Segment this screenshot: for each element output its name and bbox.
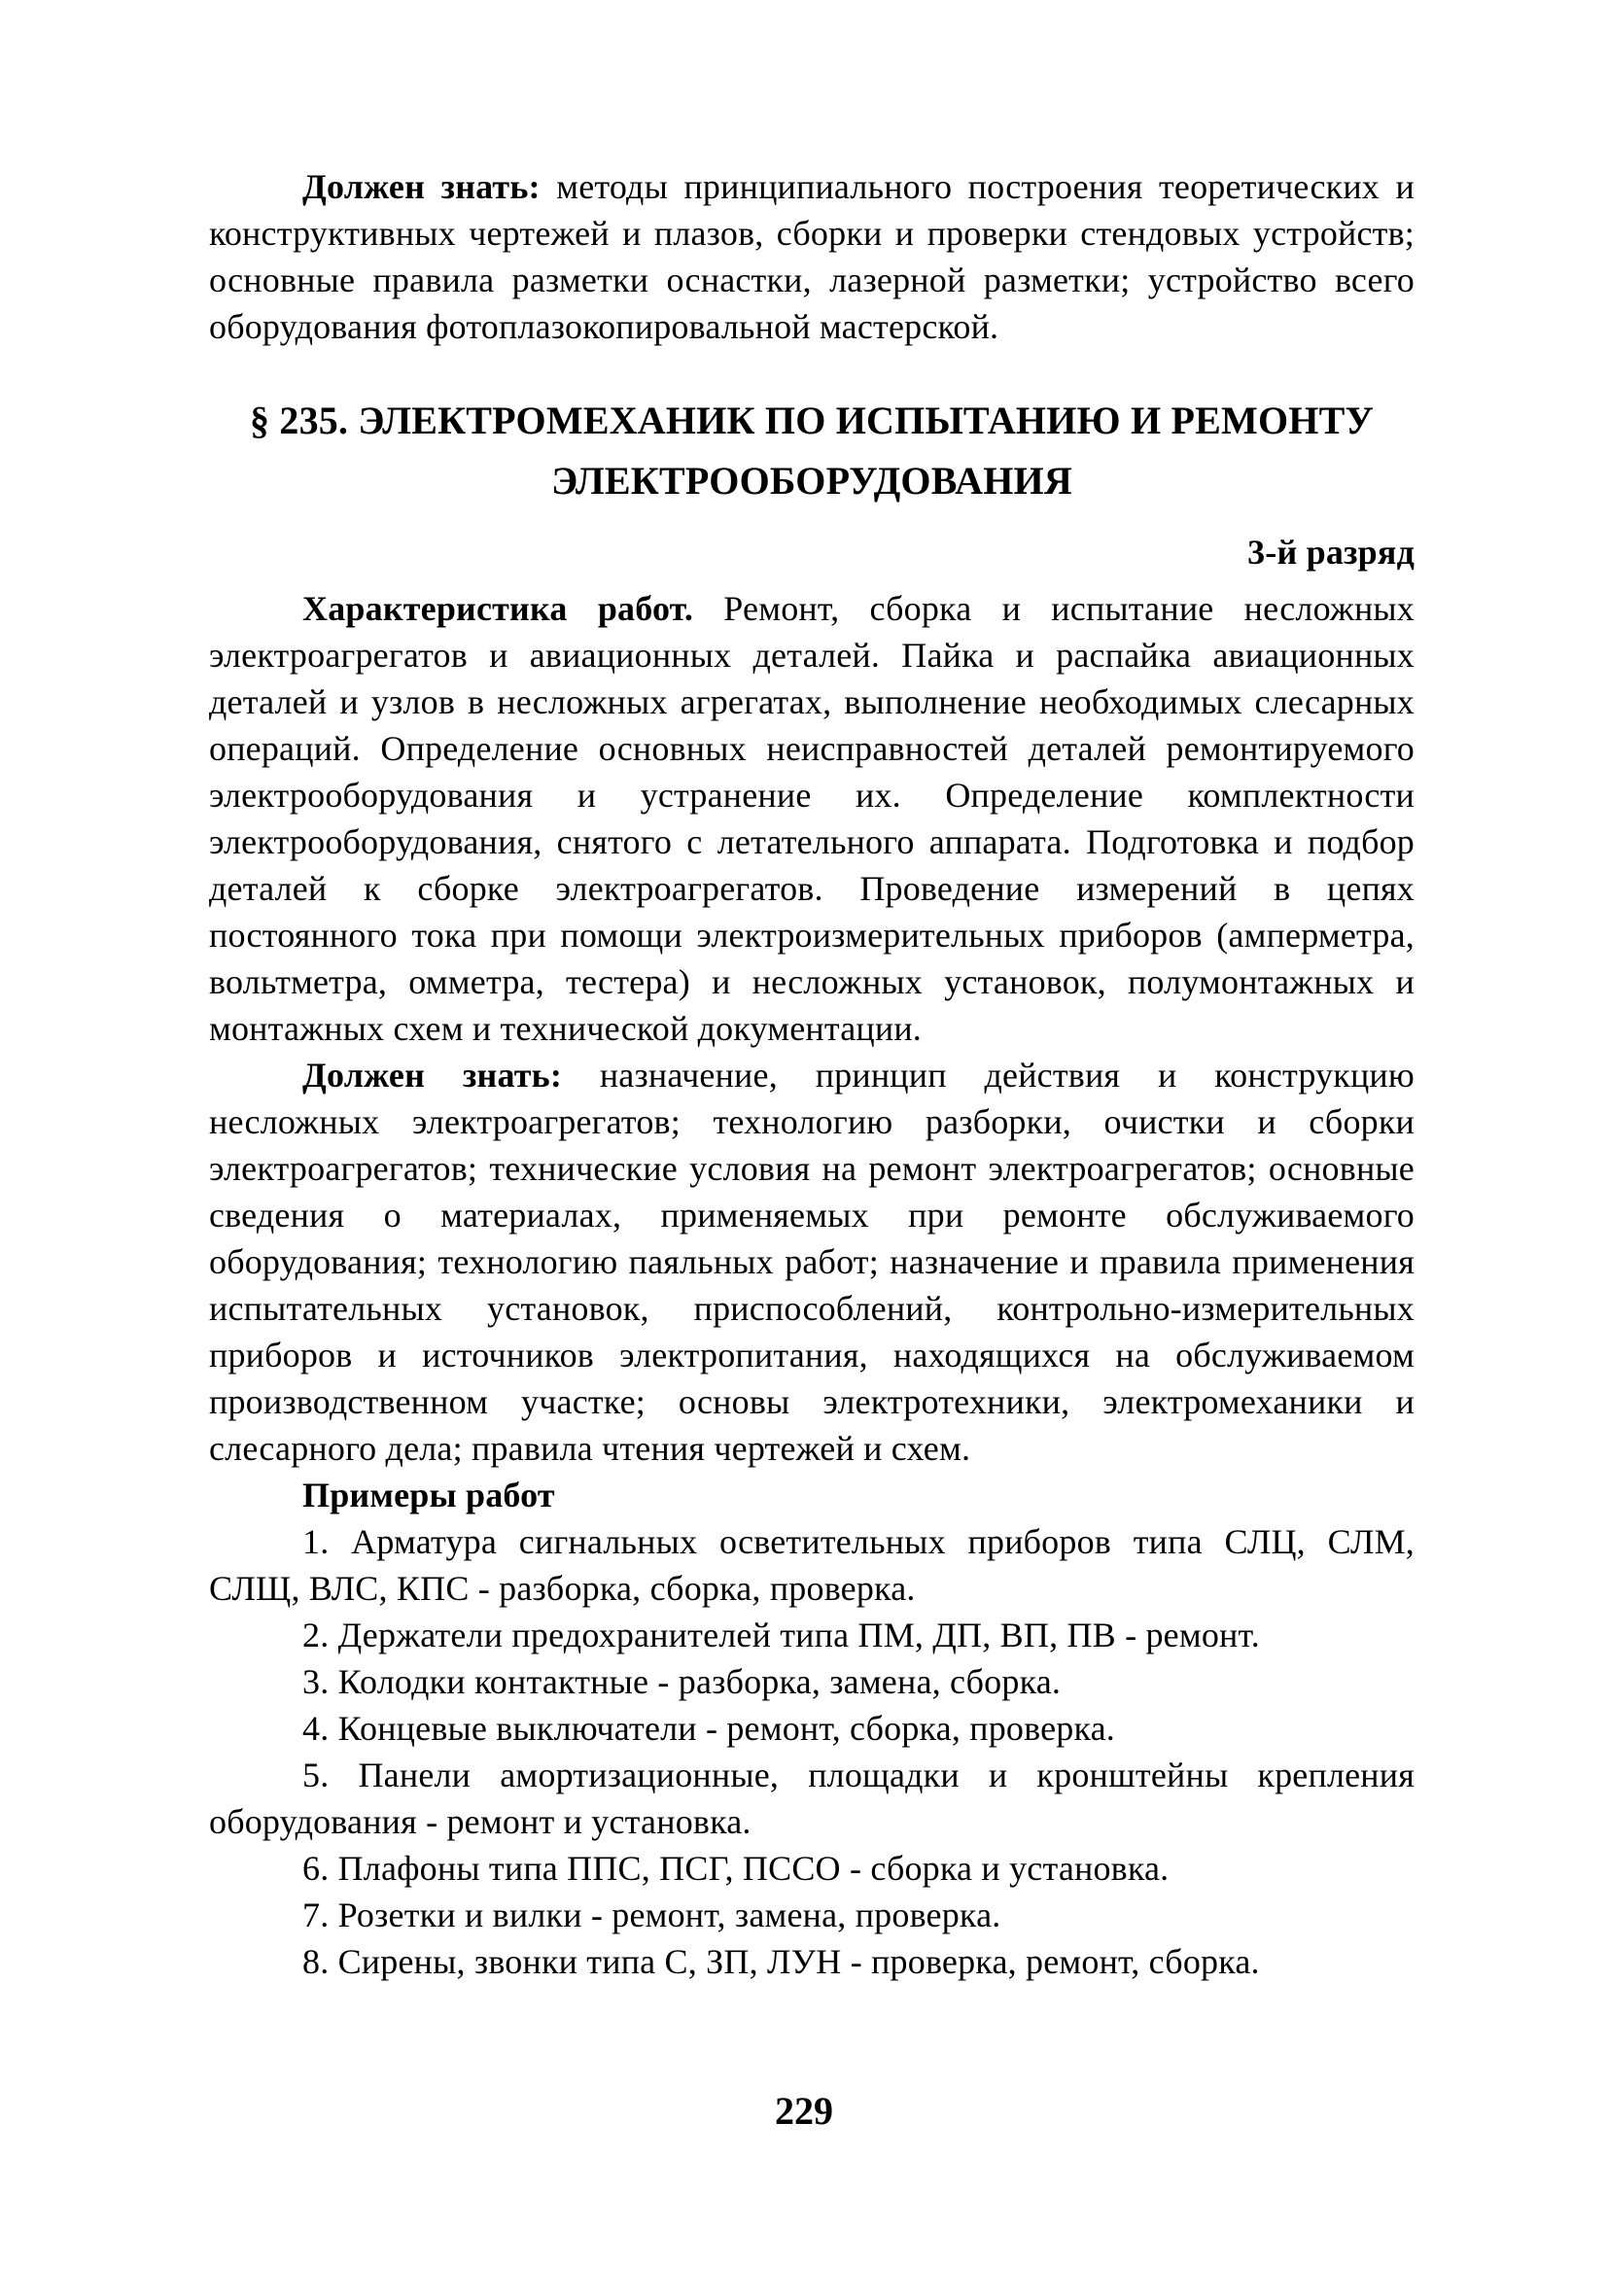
work-example-item-5: 5. Панели амортизационные, площадки и кронштейны крепления оборудования - ремонт и установка.	[209, 1756, 1415, 1841]
page-number: 229	[775, 2089, 833, 2133]
work-example-item-8: 8. Сирены, звонки типа С, ЗП, ЛУН - проверка, ремонт, сборка.	[302, 1942, 1260, 1981]
intro-paragraph-lead: Должен знать:	[302, 167, 541, 206]
text-column	[209, 163, 1415, 1985]
characteristics-paragraph	[209, 585, 1415, 1052]
work-example-item-3: 3. Колодки контактные - разборка, замена, сборка.	[302, 1662, 1062, 1701]
must-know-lead: Должен знать:	[302, 1056, 563, 1095]
section-heading-line2: ЭЛЕКТРООБОРУДОВАНИЯ	[551, 459, 1072, 503]
section-heading-line1: § 235. ЭЛЕКТРОМЕХАНИК ПО ИСПЫТАНИЮ И РЕМОНТУ	[249, 399, 1375, 442]
work-example-item-4: 4. Концевые выключатели - ремонт, сборка, проверка.	[302, 1709, 1116, 1748]
characteristics-text: Ремонт, сборка и испытание несложных электроагрегатов и авиационных деталей. Пайка и распайка авиационных деталей и узлов в несложных агрегатах, выполнение необходимых слесарных операций. Определение основных неисправностей деталей ремонтируемого электрооборудования и устранение их. Определение комплектности электрооборудования, снятого с летательного аппарата. Подготовка и подбор деталей к сборке электроагрегатов. Проведение измерений в цепях постоянного тока при помощи электроизмерительных приборов (амперметра, вольтметра, омметра, тестера) и несложных установок, полумонтажных и монтажных схем и технической документации.	[209, 589, 1416, 1048]
examples-heading: Примеры работ	[302, 1476, 555, 1514]
work-example-item-7: 7. Розетки и вилки - ремонт, замена, проверка.	[302, 1896, 1001, 1934]
work-example-item-2: 2. Держатели предохранителей типа ПМ, ДП, ВП, ПВ - ремонт.	[302, 1616, 1260, 1654]
work-example-item-6: 6. Плафоны типа ППС, ПСГ, ПССО - сборка и установка.	[302, 1849, 1170, 1888]
intro-paragraph	[209, 163, 1415, 350]
must-know-text: назначение, принцип действия и конструкцию несложных электроагрегатов; технологию разборки, очистки и сборки электроагрегатов; технические условия на ремонт электроагрегатов; основные сведения о материалах, применяемых при ремонте обслуживаемого оборудования; технологию паяльных работ; назначение и правила применения испытательных установок, приспособлений, контрольно-измерительных приборов и источников электропитания, находящихся на обслуживаемом производственном участке; основы электротехники, электромеханики и слесарного дела; правила чтения чертежей и схем.	[209, 1056, 1415, 1468]
characteristics-lead: Характеристика работ.	[302, 589, 694, 628]
section-heading	[209, 391, 1415, 511]
intro-paragraph-text: методы принципиального построения теоретических и конструктивных чертежей и плазов, сборки и проверки стендовых устройств; основные правила разметки оснастки, лазерной разметки; устройство всего оборудования фотоплазокопировальной мастерской.	[209, 167, 1415, 346]
work-example-item-1: 1. Арматура сигнальных осветительных приборов типа СЛЦ, СЛМ, СЛЩ, ВЛС, КПС - разборка, сборка, проверка.	[209, 1522, 1415, 1608]
must-know-paragraph	[209, 1052, 1415, 1472]
grade-label: 3-й разряд	[1247, 533, 1415, 572]
